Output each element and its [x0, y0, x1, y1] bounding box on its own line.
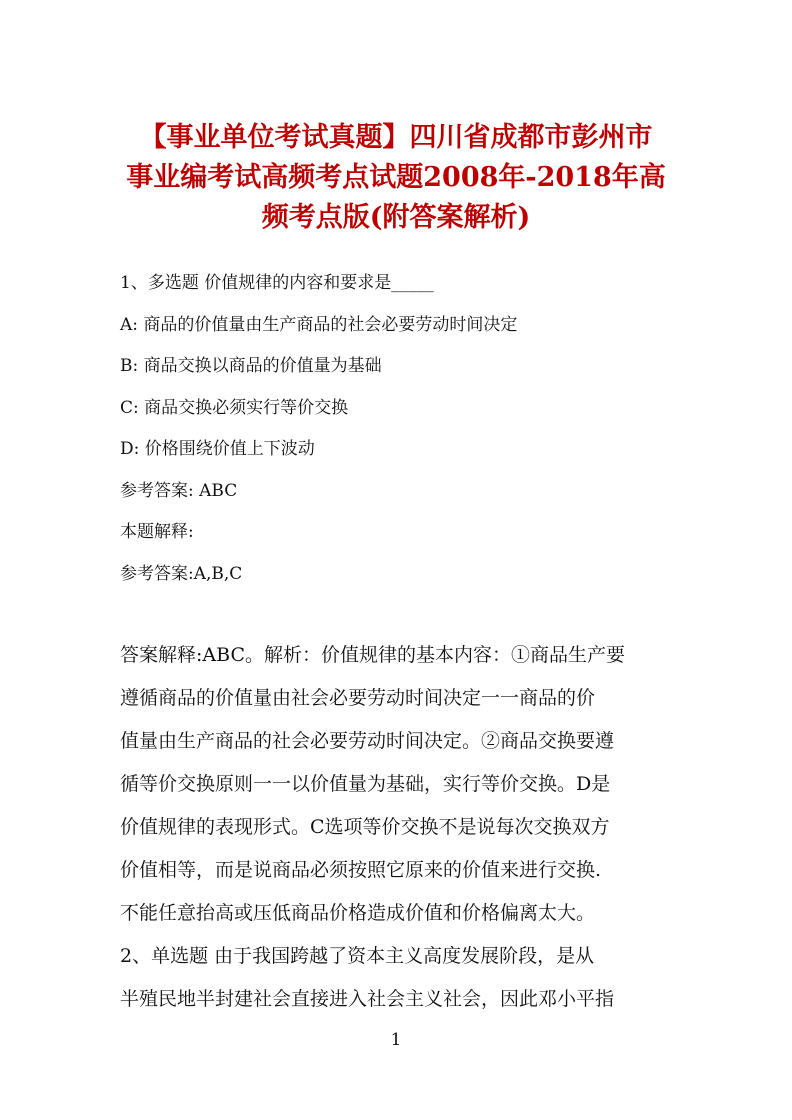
question-1-header: 1、多选题 价值规律的内容和要求是_____ — [120, 273, 434, 293]
explanation-line: 价值相等，而是说商品必须按照它原来的价值来进行交换. — [120, 859, 602, 881]
title-line: 频考点版(附答案解析) — [261, 202, 531, 233]
explanation-line: 答案解释:ABC。解析：价值规律的基本内容：①商品生产要 — [120, 644, 625, 666]
reference-answer-2: 参考答案:A,B,C — [120, 564, 243, 584]
question-2-line: 半殖民地半封建社会直接进入社会主义社会，因此邓小平指 — [120, 988, 615, 1010]
option-b: B: 商品交换以商品的价值量为基础 — [120, 356, 382, 376]
explanation-line: 循等价交换原则一一以价值量为基础，实行等价交换。D是 — [120, 773, 611, 795]
option-d: D: 价格围绕价值上下波动 — [120, 439, 315, 459]
title-line: 【事业单位考试真题】四川省成都市彭州市 — [139, 122, 653, 153]
title-line: 事业编考试高频考点试题2008年-2018年高 — [126, 162, 666, 193]
explanation-line: 遵循商品的价值量由社会必要劳动时间决定一一商品的价 — [120, 687, 596, 709]
document-title — [112, 118, 680, 238]
question-2-line: 2、单选题 由于我国跨越了资本主义高度发展阶段，是从 — [120, 945, 595, 967]
explanation-line: 价值规律的表现形式。C选项等价交换不是说每次交换双方 — [120, 816, 610, 838]
explanation-line: 不能任意抬高或压低商品价格造成价值和价格偏离太大。 — [120, 902, 596, 924]
question-2 — [120, 935, 675, 1021]
explanation-line: 值量由生产商品的社会必要劳动时间决定。②商品交换要遵 — [120, 730, 615, 752]
reference-answer: 参考答案: ABC — [120, 481, 238, 501]
page-number: 1 — [390, 1030, 402, 1050]
option-a: A: 商品的价值量由生产商品的社会必要劳动时间决定 — [120, 315, 518, 335]
explanation-label: 本题解释: — [120, 522, 194, 542]
answer-explanation — [120, 634, 675, 935]
option-c: C: 商品交换必须实行等价交换 — [120, 398, 349, 418]
